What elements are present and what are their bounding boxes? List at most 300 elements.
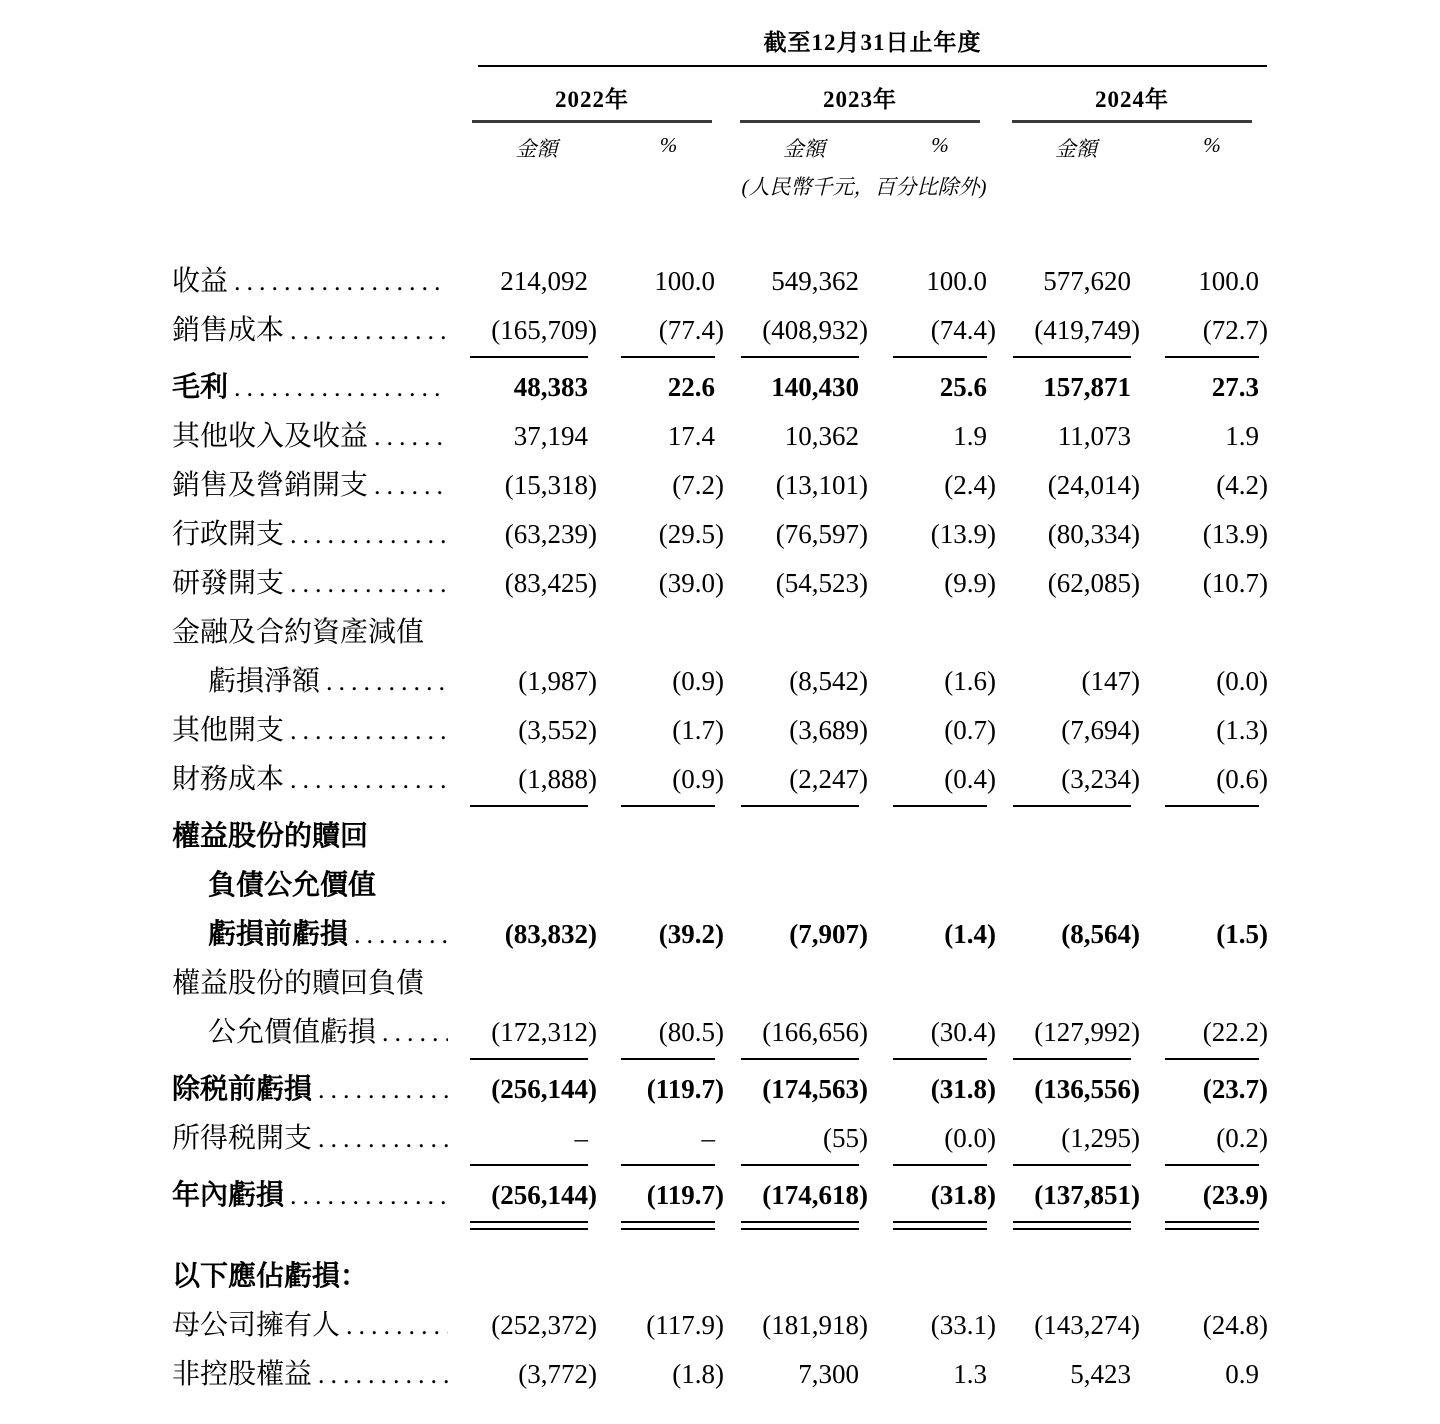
amount-value: (408,932)	[724, 306, 868, 355]
rule-cell	[996, 1220, 1140, 1238]
amount-value: (76,597)	[724, 510, 868, 559]
row-label: 虧損淨額	[208, 666, 321, 697]
dot-leader	[354, 910, 448, 959]
amount-value: (166,656)	[724, 1008, 868, 1057]
year-label: 2024年	[1095, 87, 1169, 112]
amount-value: (3,552)	[460, 706, 597, 755]
percent-value: 25.6	[939, 372, 987, 402]
amount-value: (127,992)	[996, 1008, 1140, 1057]
double-rule	[1013, 1221, 1131, 1230]
paren: )	[1131, 764, 1140, 794]
paren: )	[1259, 568, 1268, 598]
double-rule	[470, 1221, 588, 1230]
paren: )	[1259, 470, 1268, 500]
dot-leader	[318, 1065, 448, 1114]
percent-value: (1.8)	[597, 1350, 724, 1399]
dot-leader	[318, 1350, 448, 1399]
row-label-cell	[172, 657, 460, 706]
percent-value: (119.7)	[597, 1065, 724, 1114]
percent-value: (1.3)	[1140, 706, 1268, 755]
paren: )	[987, 315, 996, 345]
percent-value: (0.4)	[868, 755, 996, 804]
paren: )	[987, 764, 996, 794]
row-label: 負債公允價值	[208, 870, 377, 901]
dot-leader	[234, 363, 448, 412]
percent-value: (39.2)	[597, 910, 724, 959]
paren: )	[1131, 315, 1140, 345]
double-rule	[1165, 1221, 1259, 1230]
paren: )	[859, 315, 868, 345]
column-rule-row	[172, 804, 1268, 812]
paren: )	[987, 1017, 996, 1047]
paren: )	[987, 1123, 996, 1153]
row-label: 以下應佔虧損：	[172, 1261, 369, 1292]
amount-value: (143,274)	[996, 1301, 1140, 1350]
row-label-cell	[172, 559, 460, 608]
single-rule	[470, 805, 588, 807]
percent-value: (23.9)	[1140, 1171, 1268, 1220]
paren: )	[1259, 1074, 1268, 1104]
paren: )	[715, 919, 724, 949]
amount-value: 10,362	[784, 421, 859, 451]
dot-leader	[374, 412, 448, 461]
table-row	[172, 257, 1268, 306]
paren: )	[1259, 715, 1268, 745]
rule-cell	[1140, 804, 1268, 822]
column-rule-row	[172, 1220, 1268, 1232]
amount-value: (3,772)	[460, 1350, 597, 1399]
paren: )	[1259, 1017, 1268, 1047]
single-rule	[621, 1164, 715, 1166]
percent-value: (0.0)	[1140, 657, 1268, 706]
percent-value: (1.7)	[597, 706, 724, 755]
row-label: 銷售成本	[172, 315, 285, 346]
paren: )	[1131, 1074, 1140, 1104]
paren: )	[588, 1017, 597, 1047]
amount-value: (13,101)	[724, 461, 868, 510]
single-rule	[893, 1058, 987, 1060]
paren: )	[1131, 1310, 1140, 1340]
paren: )	[1131, 1180, 1140, 1210]
percent-value: (7.2)	[597, 461, 724, 510]
double-rule	[893, 1221, 987, 1230]
paren: )	[715, 1180, 724, 1210]
amount-value: (24,014)	[996, 461, 1140, 510]
amount-value: (252,372)	[460, 1301, 597, 1350]
row-label: 非控股權益	[172, 1359, 313, 1390]
amount-value: (256,144)	[460, 1171, 597, 1220]
rule-cell	[724, 1220, 868, 1238]
dot-leader	[290, 706, 448, 755]
percent-value: (1.4)	[868, 910, 996, 959]
amount-value: 549,362	[771, 266, 859, 296]
row-label: 金融及合約資產減值	[172, 617, 425, 648]
paren: )	[715, 1359, 724, 1389]
percent-value: 100.0	[1198, 266, 1259, 296]
percent-header: %	[1203, 133, 1221, 157]
paren: )	[1259, 764, 1268, 794]
amount-value: (8,542)	[724, 657, 868, 706]
row-label-cell	[172, 257, 460, 306]
paren: )	[859, 1017, 868, 1047]
single-rule	[621, 805, 715, 807]
row-label: 收益	[172, 266, 229, 297]
amount-value: 140,430	[771, 372, 859, 402]
row-label-cell	[172, 755, 460, 804]
percent-value: (30.4)	[868, 1008, 996, 1057]
percent-value: (24.8)	[1140, 1301, 1268, 1350]
paren: )	[588, 519, 597, 549]
year-label: 2023年	[823, 87, 897, 112]
amount-value: (7,907)	[724, 910, 868, 959]
table-row	[172, 608, 1268, 657]
percent-value: (0.7)	[868, 706, 996, 755]
row-label-cell	[172, 706, 460, 755]
paren: )	[1131, 568, 1140, 598]
percent-value: 22.6	[667, 372, 715, 402]
table-row	[172, 306, 1268, 355]
amount-value: 7,300	[798, 1359, 859, 1389]
paren: )	[715, 1074, 724, 1104]
amount-value: (1,987)	[460, 657, 597, 706]
row-label: 其他收入及收益	[172, 421, 369, 452]
percent-value: (117.9)	[597, 1301, 724, 1350]
amount-value: (172,312)	[460, 1008, 597, 1057]
paren: )	[1259, 919, 1268, 949]
percent-value: (119.7)	[597, 1171, 724, 1220]
amount-value: (136,556)	[996, 1065, 1140, 1114]
single-rule	[470, 1058, 588, 1060]
percent-value: (80.5)	[597, 1008, 724, 1057]
row-label-cell	[172, 812, 460, 861]
paren: )	[588, 470, 597, 500]
row-label-cell	[172, 461, 460, 510]
row-label: 財務成本	[172, 764, 285, 795]
amount-value: (55)	[724, 1114, 868, 1163]
amount-value: (256,144)	[460, 1065, 597, 1114]
table-row	[172, 412, 1268, 461]
dot-leader	[290, 510, 448, 559]
percent-value: 100.0	[926, 266, 987, 296]
single-rule	[893, 805, 987, 807]
percent-value: 100.0	[654, 266, 715, 296]
paren: )	[1259, 519, 1268, 549]
dot-leader	[290, 559, 448, 608]
amount-value: (54,523)	[724, 559, 868, 608]
percent-value: (0.9)	[597, 657, 724, 706]
dot-leader	[234, 257, 448, 306]
single-rule	[621, 356, 715, 358]
paren: )	[1131, 666, 1140, 696]
percent-value: (72.7)	[1140, 306, 1268, 355]
row-label: 行政開支	[172, 519, 285, 550]
paren: )	[588, 666, 597, 696]
row-label-cell	[172, 1252, 460, 1301]
single-rule	[893, 1164, 987, 1166]
single-rule	[1165, 1058, 1259, 1060]
paren: )	[859, 568, 868, 598]
table-row	[172, 1301, 1268, 1350]
paren: )	[715, 315, 724, 345]
percent-value: (1.6)	[868, 657, 996, 706]
dot-leader	[290, 755, 448, 804]
single-rule	[741, 1164, 859, 1166]
year-header-row	[460, 81, 1268, 123]
single-rule	[621, 1058, 715, 1060]
percent-header: %	[659, 133, 678, 157]
paren: )	[1259, 666, 1268, 696]
paren: )	[859, 1123, 868, 1153]
single-rule	[1013, 1058, 1131, 1060]
amount-value: 48,383	[513, 372, 588, 402]
percent-value: (31.8)	[868, 1065, 996, 1114]
row-label-cell	[172, 910, 460, 959]
amount-value: 5,423	[1070, 1359, 1131, 1389]
paren: )	[1259, 1180, 1268, 1210]
amount-value: (165,709)	[460, 306, 597, 355]
row-label-cell	[172, 1301, 460, 1350]
rule-cell	[996, 804, 1140, 822]
paren: )	[715, 470, 724, 500]
paren: )	[715, 1310, 724, 1340]
paren: )	[588, 315, 597, 345]
year-underline	[1012, 120, 1252, 123]
table-row	[172, 755, 1268, 804]
amount-value: (83,832)	[460, 910, 597, 959]
amount-value: –	[574, 1123, 588, 1153]
amount-value: (137,851)	[996, 1171, 1140, 1220]
percent-value: (31.8)	[868, 1171, 996, 1220]
percent-value: (33.1)	[868, 1301, 996, 1350]
percent-value: 17.4	[667, 421, 715, 451]
dot-leader	[346, 1301, 448, 1350]
paren: )	[588, 1310, 597, 1340]
row-label: 毛利	[172, 372, 229, 403]
dot-leader	[290, 1171, 448, 1220]
percent-value: (0.0)	[868, 1114, 996, 1163]
percent-value: (2.4)	[868, 461, 996, 510]
single-rule	[470, 356, 588, 358]
percent-value: 1.3	[953, 1359, 987, 1389]
percent-value: (9.9)	[868, 559, 996, 608]
amount-value: (62,085)	[996, 559, 1140, 608]
row-label-cell	[172, 306, 460, 355]
amount-value: (174,618)	[724, 1171, 868, 1220]
dot-leader	[382, 1008, 448, 1057]
row-label-cell	[172, 363, 460, 412]
amount-value: 37,194	[513, 421, 588, 451]
percent-value: (22.2)	[1140, 1008, 1268, 1057]
paren: )	[1259, 315, 1268, 345]
paren: )	[987, 919, 996, 949]
percent-value: (1.5)	[1140, 910, 1268, 959]
double-rule	[621, 1221, 715, 1230]
amount-header: 金額	[783, 137, 825, 161]
percent-value: (39.0)	[597, 559, 724, 608]
amount-value: (7,694)	[996, 706, 1140, 755]
rule-cell	[868, 804, 996, 822]
paren: )	[987, 1180, 996, 1210]
dot-leader	[374, 461, 448, 510]
percent-value: 0.9	[1225, 1359, 1259, 1389]
table-row	[172, 559, 1268, 608]
double-rule	[741, 1221, 859, 1230]
row-label: 虧損前虧損	[208, 919, 349, 950]
amount-value: 157,871	[1043, 372, 1131, 402]
paren: )	[1131, 919, 1140, 949]
amount-value: (1,888)	[460, 755, 597, 804]
column-rule-row	[172, 355, 1268, 363]
percent-value: 27.3	[1211, 372, 1259, 402]
paren: )	[715, 519, 724, 549]
amount-value: (174,563)	[724, 1065, 868, 1114]
percent-value: (29.5)	[597, 510, 724, 559]
row-label-cell	[172, 1065, 460, 1114]
paren: )	[1259, 1123, 1268, 1153]
paren: )	[588, 764, 597, 794]
paren: )	[1131, 470, 1140, 500]
paren: )	[1131, 1123, 1140, 1153]
rule-cell	[460, 1220, 597, 1238]
table-row	[172, 910, 1268, 959]
paren: )	[987, 1074, 996, 1104]
paren: )	[1131, 1017, 1140, 1047]
amount-value: (1,295)	[996, 1114, 1140, 1163]
paren: )	[588, 568, 597, 598]
amount-value: (83,425)	[460, 559, 597, 608]
single-rule	[1165, 356, 1259, 358]
paren: )	[859, 919, 868, 949]
row-label-cell	[172, 412, 460, 461]
paren: )	[987, 568, 996, 598]
rule-cell	[1140, 1220, 1268, 1238]
paren: )	[987, 715, 996, 745]
table-row	[172, 461, 1268, 510]
single-rule	[1013, 1164, 1131, 1166]
amount-value: 577,620	[1043, 266, 1131, 296]
single-rule	[470, 1164, 588, 1166]
rule-cell	[724, 804, 868, 822]
row-label-cell	[172, 1171, 460, 1220]
percent-value: (74.4)	[868, 306, 996, 355]
table-body	[172, 257, 1268, 1399]
paren: )	[715, 715, 724, 745]
year-label: 2022年	[555, 87, 629, 112]
row-label: 銷售及營銷開支	[172, 470, 369, 501]
table-row	[172, 1008, 1268, 1057]
amount-value: 11,073	[1057, 421, 1131, 451]
year-column-2023	[724, 81, 996, 123]
amount-value: (3,689)	[724, 706, 868, 755]
rule-cell	[597, 804, 724, 822]
paren: )	[1131, 519, 1140, 549]
table-row	[172, 1350, 1268, 1399]
paren: )	[588, 715, 597, 745]
amount-value: (3,234)	[996, 755, 1140, 804]
percent-value: (10.7)	[1140, 559, 1268, 608]
amount-value: (63,239)	[460, 510, 597, 559]
paren: )	[859, 1074, 868, 1104]
single-rule	[1013, 356, 1131, 358]
table-row	[172, 1114, 1268, 1163]
paren: )	[859, 519, 868, 549]
amount-value: (181,918)	[724, 1301, 868, 1350]
paren: )	[859, 715, 868, 745]
paren: )	[859, 1180, 868, 1210]
paren: )	[987, 666, 996, 696]
amount-value: (147)	[996, 657, 1140, 706]
rule-cell	[597, 1220, 724, 1238]
single-rule	[893, 356, 987, 358]
single-rule	[741, 356, 859, 358]
subheader-row	[172, 133, 1268, 163]
paren: )	[588, 1074, 597, 1104]
table-row	[172, 1252, 1268, 1301]
single-rule	[741, 805, 859, 807]
single-rule	[741, 1058, 859, 1060]
percent-header: %	[931, 133, 949, 157]
column-rule-row	[172, 1057, 1268, 1065]
row-label-cell	[172, 608, 460, 657]
table-row	[172, 1171, 1268, 1220]
paren: )	[1259, 1310, 1268, 1340]
dot-leader	[326, 657, 448, 706]
row-label: 年內虧損	[172, 1180, 285, 1211]
year-underline	[740, 120, 980, 123]
paren: )	[859, 666, 868, 696]
table-row	[172, 861, 1268, 910]
paren: )	[859, 470, 868, 500]
row-label-cell	[172, 1114, 460, 1163]
paren: )	[588, 1359, 597, 1389]
row-label-cell	[172, 1350, 460, 1399]
amount-value: (8,564)	[996, 910, 1140, 959]
percent-value: (4.2)	[1140, 461, 1268, 510]
paren: )	[859, 764, 868, 794]
row-label: 除税前虧損	[172, 1074, 313, 1105]
paren: )	[715, 764, 724, 794]
amount-value: (419,749)	[996, 306, 1140, 355]
row-label-cell	[172, 861, 460, 910]
table-row	[172, 959, 1268, 1008]
percent-value: (0.6)	[1140, 755, 1268, 804]
percent-value: (23.7)	[1140, 1065, 1268, 1114]
single-rule	[1013, 805, 1131, 807]
row-label: 其他開支	[172, 715, 285, 746]
row-label: 權益股份的贖回負債	[172, 968, 425, 999]
table-row	[172, 706, 1268, 755]
table-row	[172, 363, 1268, 412]
row-label-cell	[172, 959, 460, 1008]
paren: )	[987, 470, 996, 500]
paren: )	[1131, 715, 1140, 745]
year-underline	[472, 120, 712, 123]
period-title: 截至12月31日止年度	[478, 24, 1267, 67]
paren: )	[859, 1310, 868, 1340]
table-header	[172, 0, 1268, 201]
amount-value: (15,318)	[460, 461, 597, 510]
table-row	[172, 657, 1268, 706]
single-rule	[1165, 805, 1259, 807]
percent-value: –	[701, 1123, 715, 1153]
percent-value: 1.9	[953, 421, 987, 451]
amount-value: 214,092	[500, 266, 588, 296]
amount-header: 金額	[1055, 137, 1097, 161]
paren: )	[987, 519, 996, 549]
single-rule	[1165, 1164, 1259, 1166]
amount-header: 金額	[515, 137, 558, 161]
amount-value: (2,247)	[724, 755, 868, 804]
